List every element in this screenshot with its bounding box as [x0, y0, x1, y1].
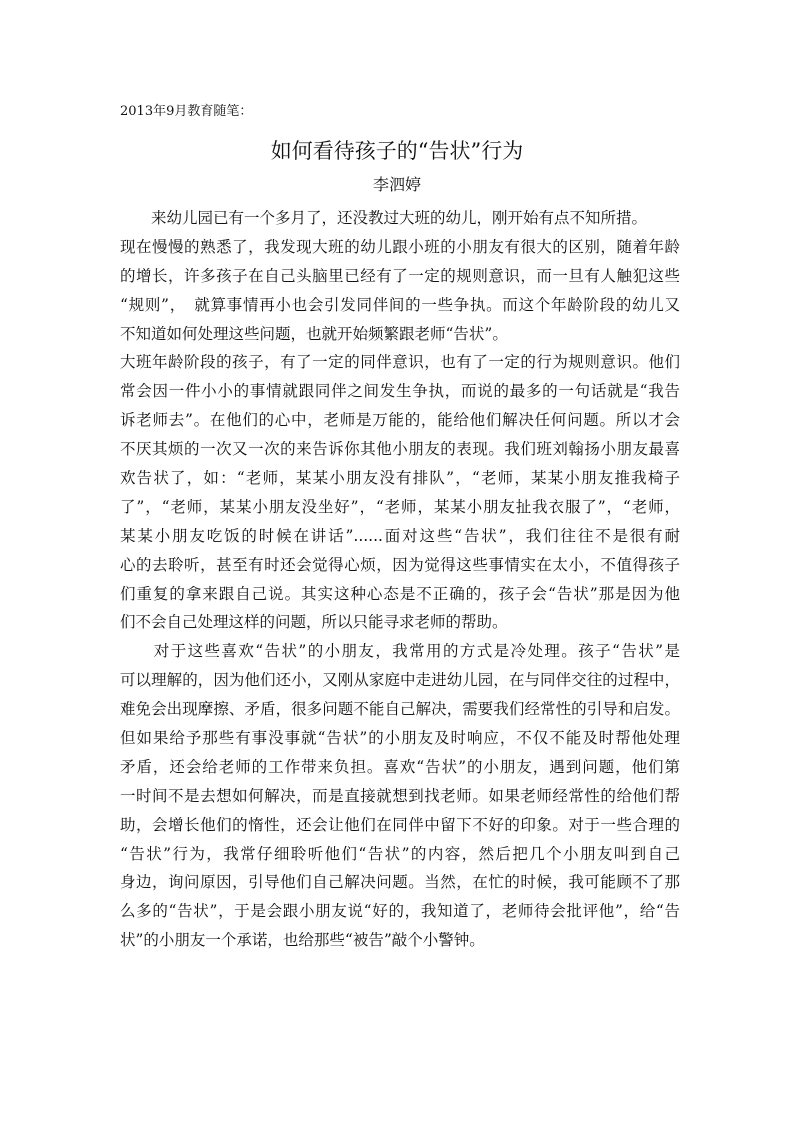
text-line: 大班年龄阶段的孩子，有了一定的同伴意识，也有了一定的行为规则意识。他们: [120, 353, 680, 372]
text-line: “规则”， 就算事情再小也会引发同伴间的一些争执。而这个年龄阶段的幼儿又: [120, 295, 680, 314]
text-line: 的增长，许多孩子在自己头脑里已经有了一定的规则意识，而一旦有人触犯这些: [120, 266, 680, 285]
text-line: “告状”行为，我常仔细聆听他们“告状”的内容，然后把几个小朋友叫到自己: [120, 844, 680, 863]
text-line: 不知道如何处理这些问题，也就开始频繁跟老师“告状”。: [120, 324, 508, 343]
text-line: 对于这些喜欢“告状”的小朋友，我常用的方式是冷处理。孩子“告状”是: [120, 642, 680, 661]
text-line: 但如果给予那些有事没事就“告状”的小朋友及时响应，不仅不能及时帮他处理: [120, 729, 680, 748]
text-line: 不厌其烦的一次又一次的来告诉你其他小朋友的表现。我们班刘翰扬小朋友最喜: [120, 440, 680, 459]
page-title: 如何看待孩子的“告状”行为: [270, 139, 524, 163]
author-name: 李泗婷: [372, 175, 421, 194]
text-line: 们重复的拿来跟自己说。其实这种心态是不正确的，孩子会“告状”那是因为他: [120, 584, 680, 603]
text-line: 常会因一件小小的事情就跟同伴之间发生争执，而说的最多的一句话就是“我告: [120, 382, 680, 401]
text-line: 可以理解的，因为他们还小，又刚从家庭中走进幼儿园，在与同伴交往的过程中，: [120, 671, 680, 690]
text-line: 们不会自己处理这样的问题，所以只能寻求老师的帮助。: [120, 613, 508, 632]
text-line: 一时间不是去想如何解决，而是直接就想到找老师。如果老师经常性的给他们帮: [120, 786, 680, 805]
text-line: 么多的“告状”，于是会跟小朋友说“好的，我知道了，老师待会批评他”，给“告: [120, 902, 680, 921]
text-line: 现在慢慢的熟悉了，我发现大班的幼儿跟小班的小朋友有很大的区别，随着年龄: [120, 237, 680, 256]
text-line: 助，会增长他们的惰性，还会让他们在同伴中留下不好的印象。对于一些合理的: [120, 815, 680, 834]
text-line: 矛盾，还会给老师的工作带来负担。喜欢“告状”的小朋友，遇到问题，他们第: [120, 757, 680, 776]
text-line: 状”的小朋友一个承诺，也给那些“被告”敲个小警钟。: [120, 931, 485, 950]
article-body: [120, 204, 680, 955]
text-line: 欢告状了，如：“老师，某某小朋友没有排队”，“老师，某某小朋友推我椅子: [120, 469, 680, 488]
text-line: 来幼儿园已有一个多月了，还没教过大班的幼儿，刚开始有点不知所措。: [120, 209, 648, 227]
dateline: 2013年9月教育随笔：: [120, 104, 253, 119]
text-line: 诉老师去”。在他们的心中，老师是万能的，能给他们解决任何问题。所以才会: [120, 411, 680, 430]
text-line: 了”，“老师，某某小朋友没坐好”，“老师，某某小朋友扯我衣服了”，“老师，: [120, 497, 680, 516]
text-line: 难免会出现摩擦、矛盾，很多问题不能自己解决，需要我们经常性的引导和启发。: [120, 700, 680, 719]
text-line: 某某小朋友吃饭的时候在讲话”......面对这些“告状”，我们往往不是很有耐: [120, 526, 680, 545]
text-line: 心的去聆听，甚至有时还会觉得心烦，因为觉得这些事情实在太小，不值得孩子: [120, 555, 680, 574]
text-line: 身边，询问原因，引导他们自己解决问题。当然，在忙的时候，我可能顾不了那: [120, 873, 680, 892]
